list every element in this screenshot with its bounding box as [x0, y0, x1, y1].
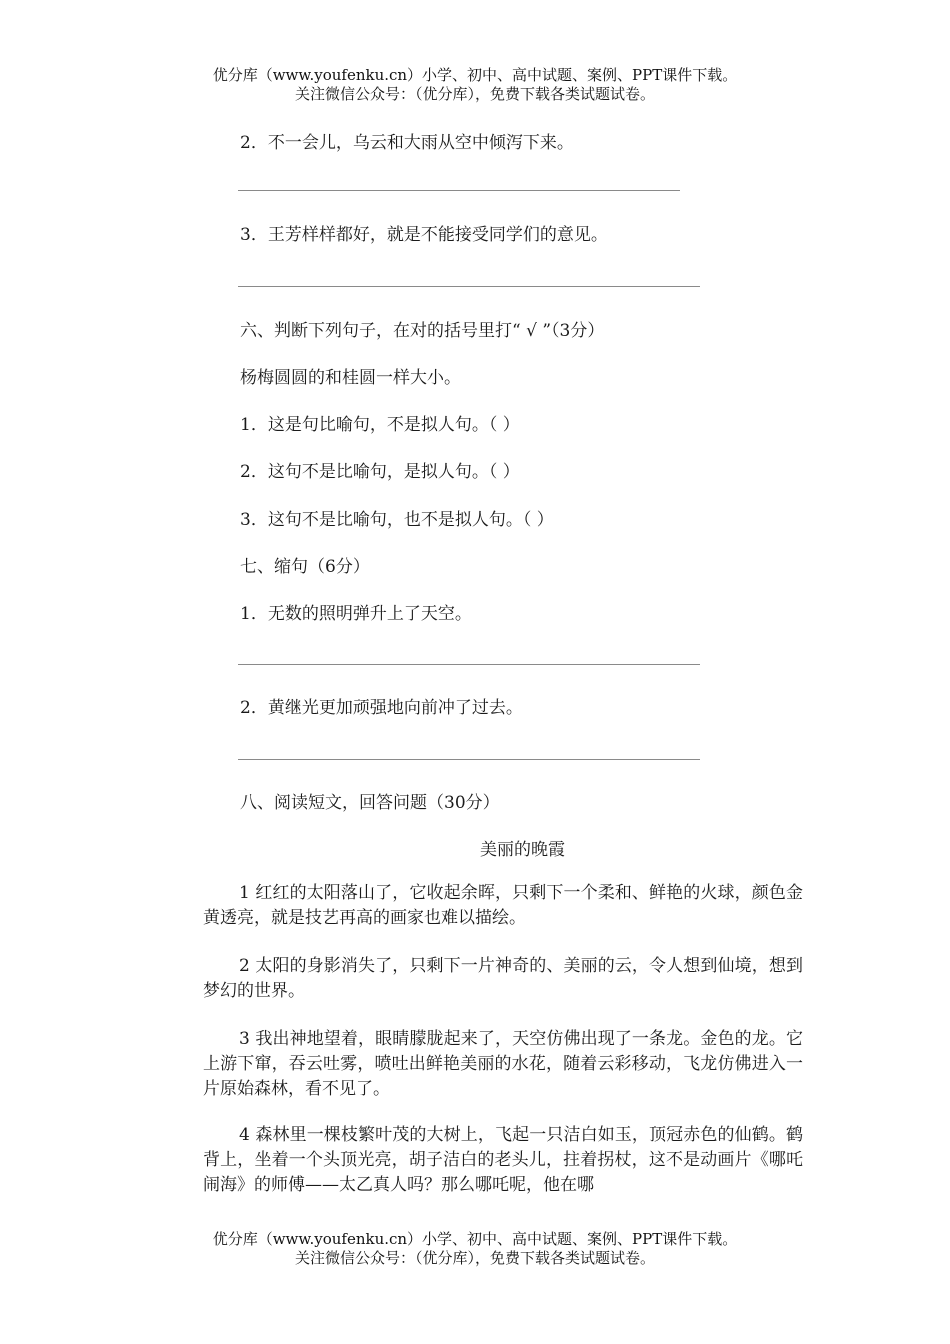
s6-sentence: 杨梅圆圆的和桂圆一样大小。	[240, 368, 461, 388]
article-paragraph-4: 4 森林里一棵枝繁叶茂的大树上，飞起一只洁白如玉，顶冠赤色的仙鹤。鹤背上，坐着一个头顶光亮，胡子洁白的老头儿，拄着拐杖，这不是动画片《哪吒闹海》的师傅——太乙真人吗？那么哪吒呢，他在哪	[203, 1125, 803, 1195]
page-header	[0, 66, 950, 104]
answer-line-s7-2	[238, 759, 700, 760]
answer-line-s7-1	[238, 664, 700, 665]
answer-line-s5-3	[238, 286, 700, 287]
article-paragraph-1: 1 红红的太阳落山了，它收起余晖，只剩下一个柔和、鲜艳的火球，颜色金黄透亮，就是技艺再高的画家也难以描绘。	[203, 883, 803, 928]
s7-item-2: 2．黄继光更加顽强地向前冲了过去。	[240, 698, 523, 718]
header-line-2: 关注微信公众号：（优分库），免费下载各类试题试卷。	[294, 85, 655, 103]
footer-line-1: 优分库（www.youfenku.cn）小学、初中、高中试题、案例、PPT课件下载。	[212, 1230, 738, 1248]
footer-line-2: 关注微信公众号：（优分库），免费下载各类试题试卷。	[294, 1249, 655, 1267]
header-line-1: 优分库（www.youfenku.cn）小学、初中、高中试题、案例、PPT课件下载。	[212, 66, 738, 84]
answer-line-s5-2	[238, 190, 680, 191]
s7-item-1: 1．无数的照明弹升上了天空。	[240, 604, 472, 624]
section-7-title: 七、缩句（6分）	[240, 557, 370, 577]
s5-item-2: 2．不一会儿，乌云和大雨从空中倾泻下来。	[240, 133, 574, 153]
article-title: 美丽的晚霞	[480, 840, 565, 860]
section-6-title: 六、判断下列句子，在对的括号里打“ √ ”（3分）	[240, 321, 605, 341]
s6-item-1: 1．这是句比喻句，不是拟人句。（ ）	[240, 415, 520, 435]
s5-item-3: 3．王芳样样都好，就是不能接受同学们的意见。	[240, 225, 608, 245]
page-footer	[0, 1230, 950, 1268]
s6-item-3: 3．这句不是比喻句，也不是拟人句。（ ）	[240, 510, 554, 530]
article-paragraph-3: 3 我出神地望着，眼睛朦胧起来了，天空仿佛出现了一条龙。金色的龙。它上游下窜，吞云吐雾，喷吐出鲜艳美丽的水花，随着云彩移动，飞龙仿佛进入一片原始森林，看不见了。	[203, 1029, 803, 1099]
article-paragraph-2: 2 太阳的身影消失了，只剩下一片神奇的、美丽的云，令人想到仙境，想到梦幻的世界。	[203, 956, 803, 1001]
section-8-title: 八、阅读短文，回答问题（30分）	[240, 793, 500, 813]
s6-item-2: 2．这句不是比喻句，是拟人句。（ ）	[240, 462, 520, 482]
